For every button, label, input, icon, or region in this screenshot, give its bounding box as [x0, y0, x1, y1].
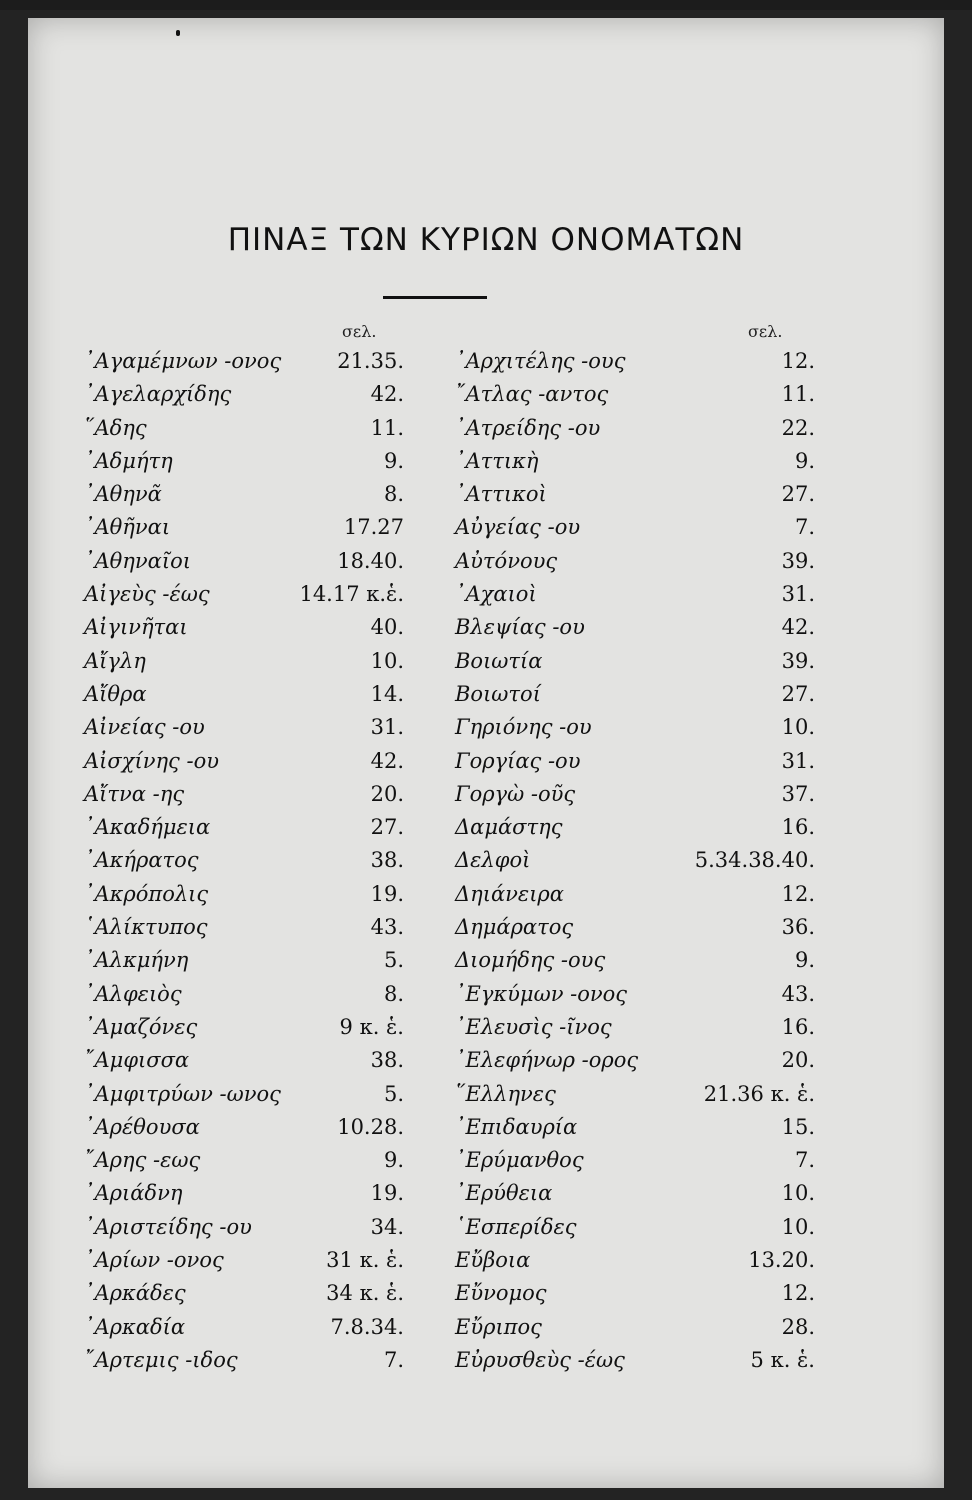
entry-name: ᾿Αττικὴ [455, 448, 539, 473]
index-entry [84, 1177, 404, 1210]
index-entry [84, 1011, 404, 1044]
entry-page-ref: 42. [370, 748, 404, 773]
entry-page-ref: 28. [781, 1314, 815, 1339]
index-entry [455, 911, 815, 944]
index-entry [84, 611, 404, 644]
entry-name: ᾿Αθηναῖοι [84, 548, 191, 573]
entry-page-ref: 42. [781, 615, 815, 640]
entry-page-ref: 15. [781, 1114, 815, 1139]
entry-page-ref: 12. [781, 349, 815, 373]
index-entry [84, 745, 404, 778]
index-entry [84, 1211, 404, 1244]
index-entry [455, 578, 815, 611]
index-entry [84, 645, 404, 678]
entry-name: ῞Ελληνες [455, 1081, 556, 1106]
right-index-column [455, 345, 815, 1377]
entry-name: ᾿Ερύθεια [455, 1181, 553, 1206]
entry-name: ῾Εσπερίδες [455, 1214, 577, 1239]
right-column-header: σελ. [748, 322, 783, 341]
entry-name: ᾿Αρίων -ονος [84, 1248, 224, 1273]
entry-name: Εὔβοια [455, 1248, 531, 1273]
index-entry [455, 1244, 815, 1277]
entry-name: ῎Αμφισσα [84, 1048, 190, 1073]
entry-page-ref: 11. [370, 415, 404, 440]
index-entry [84, 578, 404, 611]
entry-page-ref: 39. [781, 648, 815, 673]
entry-name: Βοιωτία [455, 648, 543, 673]
entry-name: ᾿Αριστείδης -ου [84, 1214, 252, 1239]
index-entry [455, 1177, 815, 1210]
entry-name: ᾿Εγκύμων -ονος [455, 981, 628, 1006]
entry-name: ᾿Ακαδήμεια [84, 815, 211, 840]
entry-page-ref: 8. [383, 482, 404, 507]
entry-page-ref: 27. [781, 482, 815, 507]
entry-page-ref: 31. [781, 748, 815, 773]
index-entry [455, 1078, 815, 1111]
entry-name: ᾿Αλφειὸς [84, 981, 182, 1006]
entry-page-ref: 34 κ. ἑ. [326, 1281, 404, 1306]
index-entry [455, 1011, 815, 1044]
entry-page-ref: 9. [383, 1148, 404, 1173]
entry-page-ref: 7. [794, 515, 815, 540]
index-entry [84, 511, 404, 544]
entry-name: Εὔριπος [455, 1314, 542, 1339]
entry-name: Βλεψίας -ου [455, 615, 585, 640]
index-entry [455, 1044, 815, 1077]
entry-name: Γηριόνης -ου [455, 715, 592, 740]
entry-name: Αἴγλη [84, 648, 146, 673]
entry-page-ref: 10. [781, 1214, 815, 1239]
entry-page-ref: 8. [383, 981, 404, 1006]
index-entry [455, 944, 815, 977]
index-entry [84, 345, 404, 378]
entry-page-ref: 10.28. [337, 1114, 404, 1139]
entry-page-ref: 9. [794, 948, 815, 973]
entry-name: Αἰνείας -ου [84, 715, 205, 740]
entry-page-ref: 12. [781, 1281, 815, 1306]
index-entry [84, 1111, 404, 1144]
entry-name: ᾿Ελευσὶς -ῖνος [455, 1014, 612, 1039]
entry-name: Γοργὼ -οῦς [455, 781, 576, 806]
index-entry [455, 711, 815, 744]
entry-page-ref: 36. [781, 915, 815, 940]
entry-name: ᾿Επιδαυρία [455, 1114, 578, 1139]
entry-name: ᾿Αδμήτη [84, 448, 173, 473]
entry-name: Εὐρυσθεὺς -έως [455, 1347, 625, 1372]
entry-page-ref: 19. [370, 1181, 404, 1206]
index-entry [455, 511, 815, 544]
index-entry [84, 844, 404, 877]
entry-page-ref: 43. [370, 915, 404, 940]
entry-name: ῎Αρτεμις -ιδος [84, 1347, 238, 1372]
entry-page-ref: 16. [781, 1014, 815, 1039]
entry-page-ref: 10. [781, 715, 815, 740]
entry-page-ref: 17.27 [343, 515, 404, 540]
entry-name: ᾿Αχαιοὶ [455, 582, 537, 607]
index-entry [84, 778, 404, 811]
title-underline [383, 296, 487, 299]
index-entry [84, 811, 404, 844]
index-entry [455, 1277, 815, 1310]
index-entry [455, 478, 815, 511]
entry-name: ᾿Αγαμέμνων -ονος [84, 349, 282, 373]
index-entry [455, 844, 815, 877]
entry-page-ref: 31. [781, 582, 815, 607]
entry-name: ᾿Αγελαρχίδης [84, 382, 232, 407]
entry-name: ῎Ατλας -αντος [455, 382, 609, 407]
index-entry [84, 445, 404, 478]
index-entry [84, 1344, 404, 1377]
entry-name: Δαμάστης [455, 815, 563, 840]
page-title: ΠΙΝΑΞ ΤΩΝ ΚΥΡΙΩΝ ΟΝΟΜΑΤΩΝ [227, 222, 745, 258]
entry-page-ref: 14.17 κ.ἑ. [299, 582, 404, 607]
entry-name: Αἰγινῆται [84, 615, 188, 640]
index-entry [455, 445, 815, 478]
entry-page-ref: 14. [370, 681, 404, 706]
entry-name: Αἴθρα [84, 681, 147, 706]
entry-name: ᾿Αθῆναι [84, 515, 171, 540]
entry-name: ῾Αλίκτυπος [84, 915, 208, 940]
index-entry [455, 1344, 815, 1377]
entry-name: Διομήδης -ους [455, 948, 606, 973]
index-entry [84, 545, 404, 578]
entry-name: Δημάρατος [455, 915, 574, 940]
entry-name: ῎Αρης -εως [84, 1148, 201, 1173]
entry-name: Αὐγείας -ου [455, 515, 581, 540]
entry-page-ref: 19. [370, 881, 404, 906]
index-entry [84, 1044, 404, 1077]
entry-name: Δηιάνειρα [455, 881, 564, 906]
entry-page-ref: 13.20. [748, 1248, 815, 1273]
entry-page-ref: 9 κ. ἑ. [339, 1014, 404, 1039]
index-entry [84, 878, 404, 911]
entry-page-ref: 12. [781, 881, 815, 906]
entry-page-ref: 20. [370, 781, 404, 806]
entry-name: Αὐτόνους [455, 548, 558, 573]
index-entry [84, 944, 404, 977]
entry-name: ῞Αδης [84, 415, 147, 440]
entry-name: ᾿Ατρείδης -ου [455, 415, 601, 440]
index-entry [455, 1111, 815, 1144]
entry-page-ref: 27. [370, 815, 404, 840]
entry-name: ᾿Αμφιτρύων -ωνος [84, 1081, 281, 1106]
entry-page-ref: 7. [794, 1148, 815, 1173]
index-entry [84, 911, 404, 944]
entry-page-ref: 31. [370, 715, 404, 740]
entry-name: ᾿Αλκμήνη [84, 948, 189, 973]
left-column-header: σελ. [342, 322, 377, 341]
index-entry [84, 678, 404, 711]
index-entry [455, 378, 815, 411]
index-entry [84, 1244, 404, 1277]
entry-name: ᾿Ακρόπολις [84, 881, 209, 906]
entry-name: ᾿Αρκαδία [84, 1314, 186, 1339]
entry-name: Αἰγεὺς -έως [84, 582, 210, 607]
entry-page-ref: 22. [781, 415, 815, 440]
entry-name: ᾿Αριάδνη [84, 1181, 183, 1206]
entry-page-ref: 5. [383, 1081, 404, 1106]
entry-page-ref: 42. [370, 382, 404, 407]
index-entry [84, 478, 404, 511]
index-entry [455, 978, 815, 1011]
entry-name: Αἴτνα -ης [84, 781, 185, 806]
entry-page-ref: 16. [781, 815, 815, 840]
entry-name: ᾿Ακήρατος [84, 848, 199, 873]
index-entry [455, 1311, 815, 1344]
index-entry [455, 611, 815, 644]
index-entry [84, 711, 404, 744]
entry-page-ref: 5. [383, 948, 404, 973]
entry-page-ref: 10. [370, 648, 404, 673]
index-entry [455, 1211, 815, 1244]
index-entry [455, 1144, 815, 1177]
entry-page-ref: 38. [370, 848, 404, 873]
entry-name: ᾿Ελεφήνωρ -ορος [455, 1048, 639, 1073]
index-entry [455, 645, 815, 678]
entry-name: Δελφοὶ [455, 848, 531, 873]
entry-page-ref: 10. [781, 1181, 815, 1206]
entry-page-ref: 38. [370, 1048, 404, 1073]
entry-page-ref: 40. [370, 615, 404, 640]
entry-name: Αἰσχίνης -ου [84, 748, 219, 773]
entry-name: ᾿Αθηνᾶ [84, 482, 162, 507]
index-entry [84, 1144, 404, 1177]
scan-top-edge [0, 0, 972, 10]
entry-page-ref: 34. [370, 1214, 404, 1239]
entry-page-ref: 18.40. [337, 548, 404, 573]
entry-name: ᾿Αρχιτέλης -ους [455, 349, 626, 373]
entry-page-ref: 20. [781, 1048, 815, 1073]
index-entry [84, 1311, 404, 1344]
index-entry [455, 745, 815, 778]
entry-page-ref: 7. [383, 1347, 404, 1372]
entry-name: Εὔνομος [455, 1281, 547, 1306]
index-entry [84, 378, 404, 411]
entry-page-ref: 7.8.34. [330, 1314, 404, 1339]
entry-name: ᾿Ερύμανθος [455, 1148, 584, 1173]
entry-page-ref: 21.36 κ. ἑ. [703, 1081, 815, 1106]
ink-mark [176, 30, 180, 36]
entry-name: Βοιωτοί [455, 681, 541, 706]
entry-name: ᾿Αρέθουσα [84, 1114, 200, 1139]
index-entry [455, 878, 815, 911]
index-entry [84, 412, 404, 445]
index-entry [455, 412, 815, 445]
entry-page-ref: 37. [781, 781, 815, 806]
index-entry [84, 1078, 404, 1111]
entry-page-ref: 43. [781, 981, 815, 1006]
entry-name: ᾿Αττικοὶ [455, 482, 547, 507]
entry-name: ᾿Αρκάδες [84, 1281, 186, 1306]
index-entry [455, 678, 815, 711]
entry-page-ref: 39. [781, 548, 815, 573]
entry-name: Γοργίας -ου [455, 748, 581, 773]
index-entry [84, 978, 404, 1011]
entry-page-ref: 5.34.38.40. [694, 848, 815, 873]
entry-page-ref: 31 κ. ἑ. [326, 1248, 404, 1273]
entry-page-ref: 9. [794, 448, 815, 473]
entry-page-ref: 21.35. [337, 349, 404, 373]
entry-page-ref: 27. [781, 681, 815, 706]
index-entry [455, 345, 815, 378]
entry-page-ref: 5 κ. ἑ. [750, 1347, 815, 1372]
index-entry [455, 811, 815, 844]
entry-page-ref: 11. [781, 382, 815, 407]
index-entry [455, 778, 815, 811]
entry-name: ᾿Αμαζόνες [84, 1014, 198, 1039]
left-index-column [84, 345, 404, 1377]
index-entry [84, 1277, 404, 1310]
entry-page-ref: 9. [383, 448, 404, 473]
index-entry [455, 545, 815, 578]
